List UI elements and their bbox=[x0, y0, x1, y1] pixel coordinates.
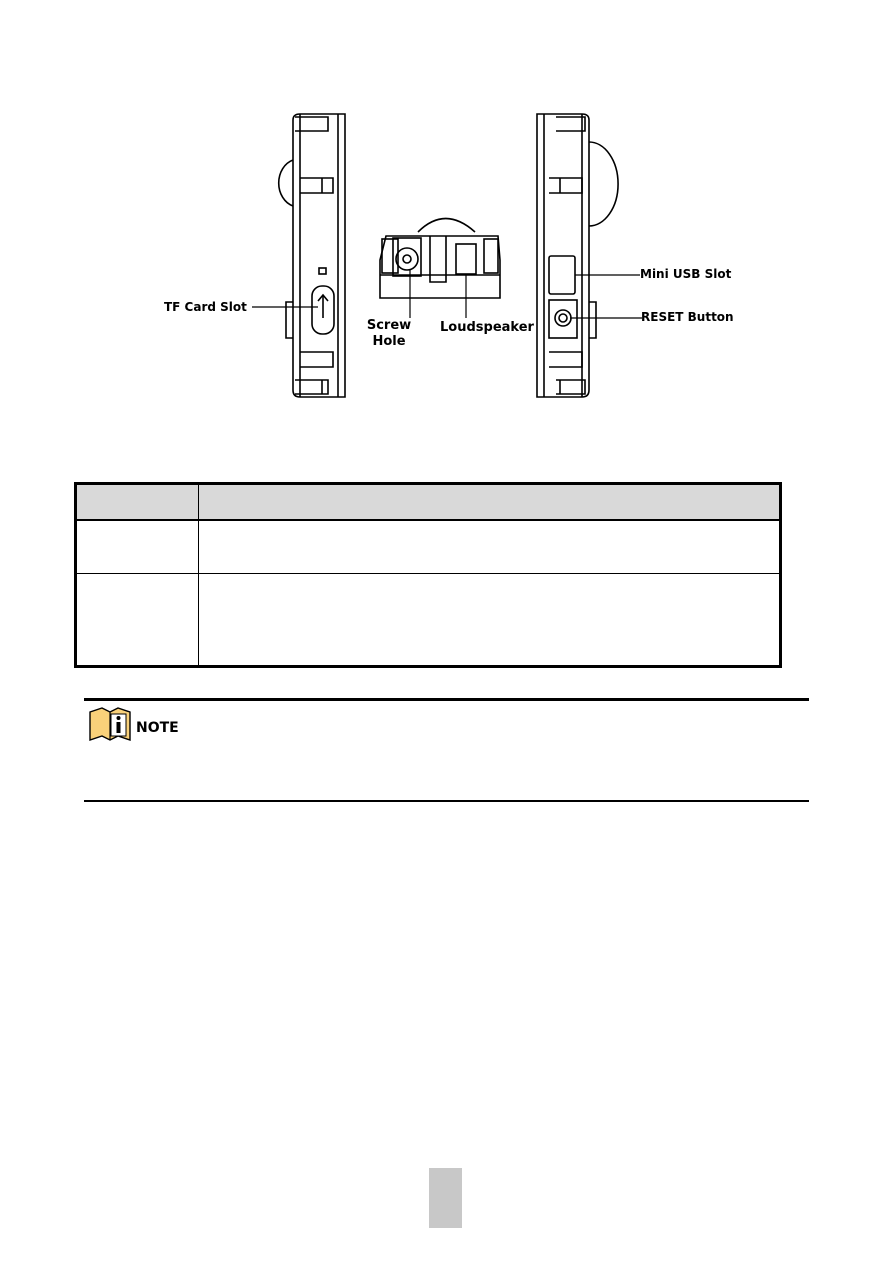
device-side-views-diagram bbox=[0, 0, 883, 440]
screw-hole-label bbox=[362, 318, 416, 350]
page-number-tab bbox=[429, 1168, 462, 1228]
table-header-row bbox=[77, 485, 779, 521]
note-block bbox=[84, 698, 809, 802]
tf-card-slot-label: TF Card Slot bbox=[164, 300, 247, 314]
table-column-divider bbox=[198, 485, 199, 665]
mini-usb-slot-label: Mini USB Slot bbox=[640, 267, 732, 281]
left-side-view bbox=[279, 114, 345, 397]
screw-hole-label-line1: Screw bbox=[366, 318, 412, 333]
note-label: NOTE bbox=[136, 720, 179, 736]
note-bottom-rule bbox=[84, 800, 809, 802]
bottom-view bbox=[380, 219, 500, 299]
right-side-view bbox=[537, 114, 618, 397]
book-info-icon bbox=[88, 706, 132, 742]
loudspeaker-label: Loudspeaker bbox=[440, 320, 534, 335]
reset-button-label: RESET Button bbox=[641, 310, 734, 324]
table-row-divider bbox=[77, 573, 779, 574]
screw-hole-label-line2: Hole bbox=[372, 334, 406, 349]
note-top-rule bbox=[84, 698, 809, 701]
spec-table bbox=[74, 482, 782, 668]
